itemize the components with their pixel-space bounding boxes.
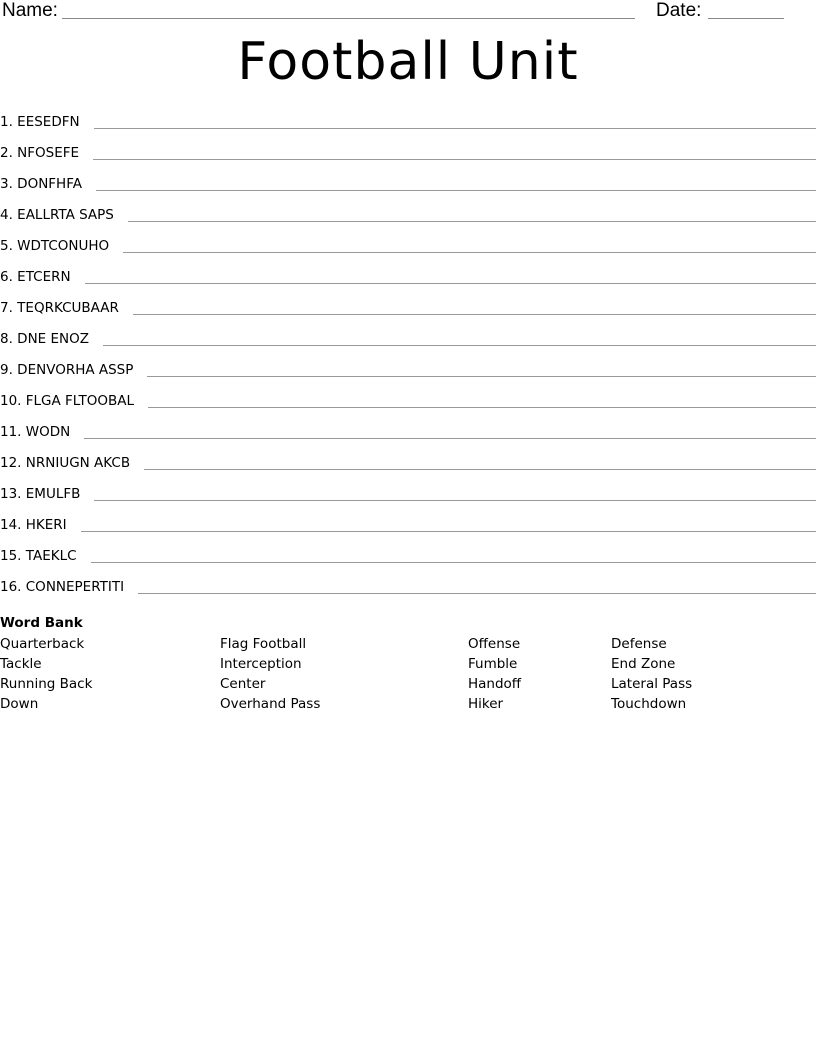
scrambled-word: 12. NRNIUGN AKCB [0,455,131,471]
name-label: Name: [2,0,58,21]
answer-line[interactable] [96,190,816,191]
name-field[interactable] [62,18,635,19]
question-row [0,455,816,477]
scrambled-word: 2. NFOSEFE [0,145,80,161]
question-row [0,486,816,508]
answer-line[interactable] [128,221,816,222]
answer-line[interactable] [133,314,816,315]
scrambled-word: 4. EALLRTA SAPS [0,207,114,223]
answer-line[interactable] [93,159,816,160]
question-row [0,393,816,415]
question-row [0,548,816,570]
question-row [0,579,816,601]
question-row [0,207,816,229]
answer-line[interactable] [85,283,816,284]
word-bank-item: Defense [611,636,667,652]
answer-line[interactable] [94,500,816,501]
word-bank-item: Down [0,696,39,712]
scrambled-word: 15. TAEKLC [0,548,77,564]
date-field[interactable] [708,18,784,19]
word-bank-item: Tackle [0,656,42,672]
answer-line[interactable] [138,593,816,594]
word-bank-item: Running Back [0,676,93,692]
scrambled-word: 8. DNE ENOZ [0,331,89,347]
scrambled-word: 14. HKERI [0,517,67,533]
answer-line[interactable] [148,407,816,408]
answer-line[interactable] [94,128,816,129]
word-bank-item: Offense [468,636,521,652]
answer-line[interactable] [147,376,816,377]
scrambled-word: 3. DONFHFA [0,176,82,192]
scrambled-word: 5. WDTCONUHO [0,238,110,254]
word-bank-item: Handoff [468,676,522,692]
scrambled-word: 7. TEQRKCUBAAR [0,300,119,316]
scrambled-word: 16. CONNEPERTITI [0,579,125,595]
scrambled-word: 1. EESEDFN [0,114,80,130]
scrambled-word: 6. ETCERN [0,269,71,285]
question-row [0,114,816,136]
scrambled-word: 13. EMULFB [0,486,81,502]
answer-line[interactable] [144,469,816,470]
question-row [0,176,816,198]
word-bank-item: Fumble [468,656,518,672]
date-label: Date: [656,0,702,21]
question-row [0,424,816,446]
word-bank-title: Word Bank [0,615,83,631]
question-row [0,145,816,167]
word-bank-item: Center [220,676,266,692]
word-bank-item: Interception [220,656,302,672]
question-row [0,362,816,384]
word-bank-item: Lateral Pass [611,676,693,692]
word-bank-item: Overhand Pass [220,696,321,712]
answer-line[interactable] [91,562,816,563]
worksheet-header [0,0,816,24]
word-bank-item: Quarterback [0,636,85,652]
answer-line[interactable] [103,345,816,346]
question-row [0,238,816,260]
scrambled-word: 10. FLGA FLTOOBAL [0,393,134,409]
word-bank-item: End Zone [611,656,676,672]
word-bank-item: Touchdown [611,696,687,712]
scrambled-word: 9. DENVORHA ASSP [0,362,134,378]
word-bank-item: Flag Football [220,636,307,652]
answer-line[interactable] [81,531,816,532]
question-row [0,300,816,322]
page-title: Football Unit [237,32,579,92]
word-bank-item: Hiker [468,696,504,712]
question-row [0,517,816,539]
answer-line[interactable] [123,252,816,253]
question-row [0,269,816,291]
scrambled-word: 11. WODN [0,424,71,440]
answer-line[interactable] [84,438,816,439]
question-row [0,331,816,353]
